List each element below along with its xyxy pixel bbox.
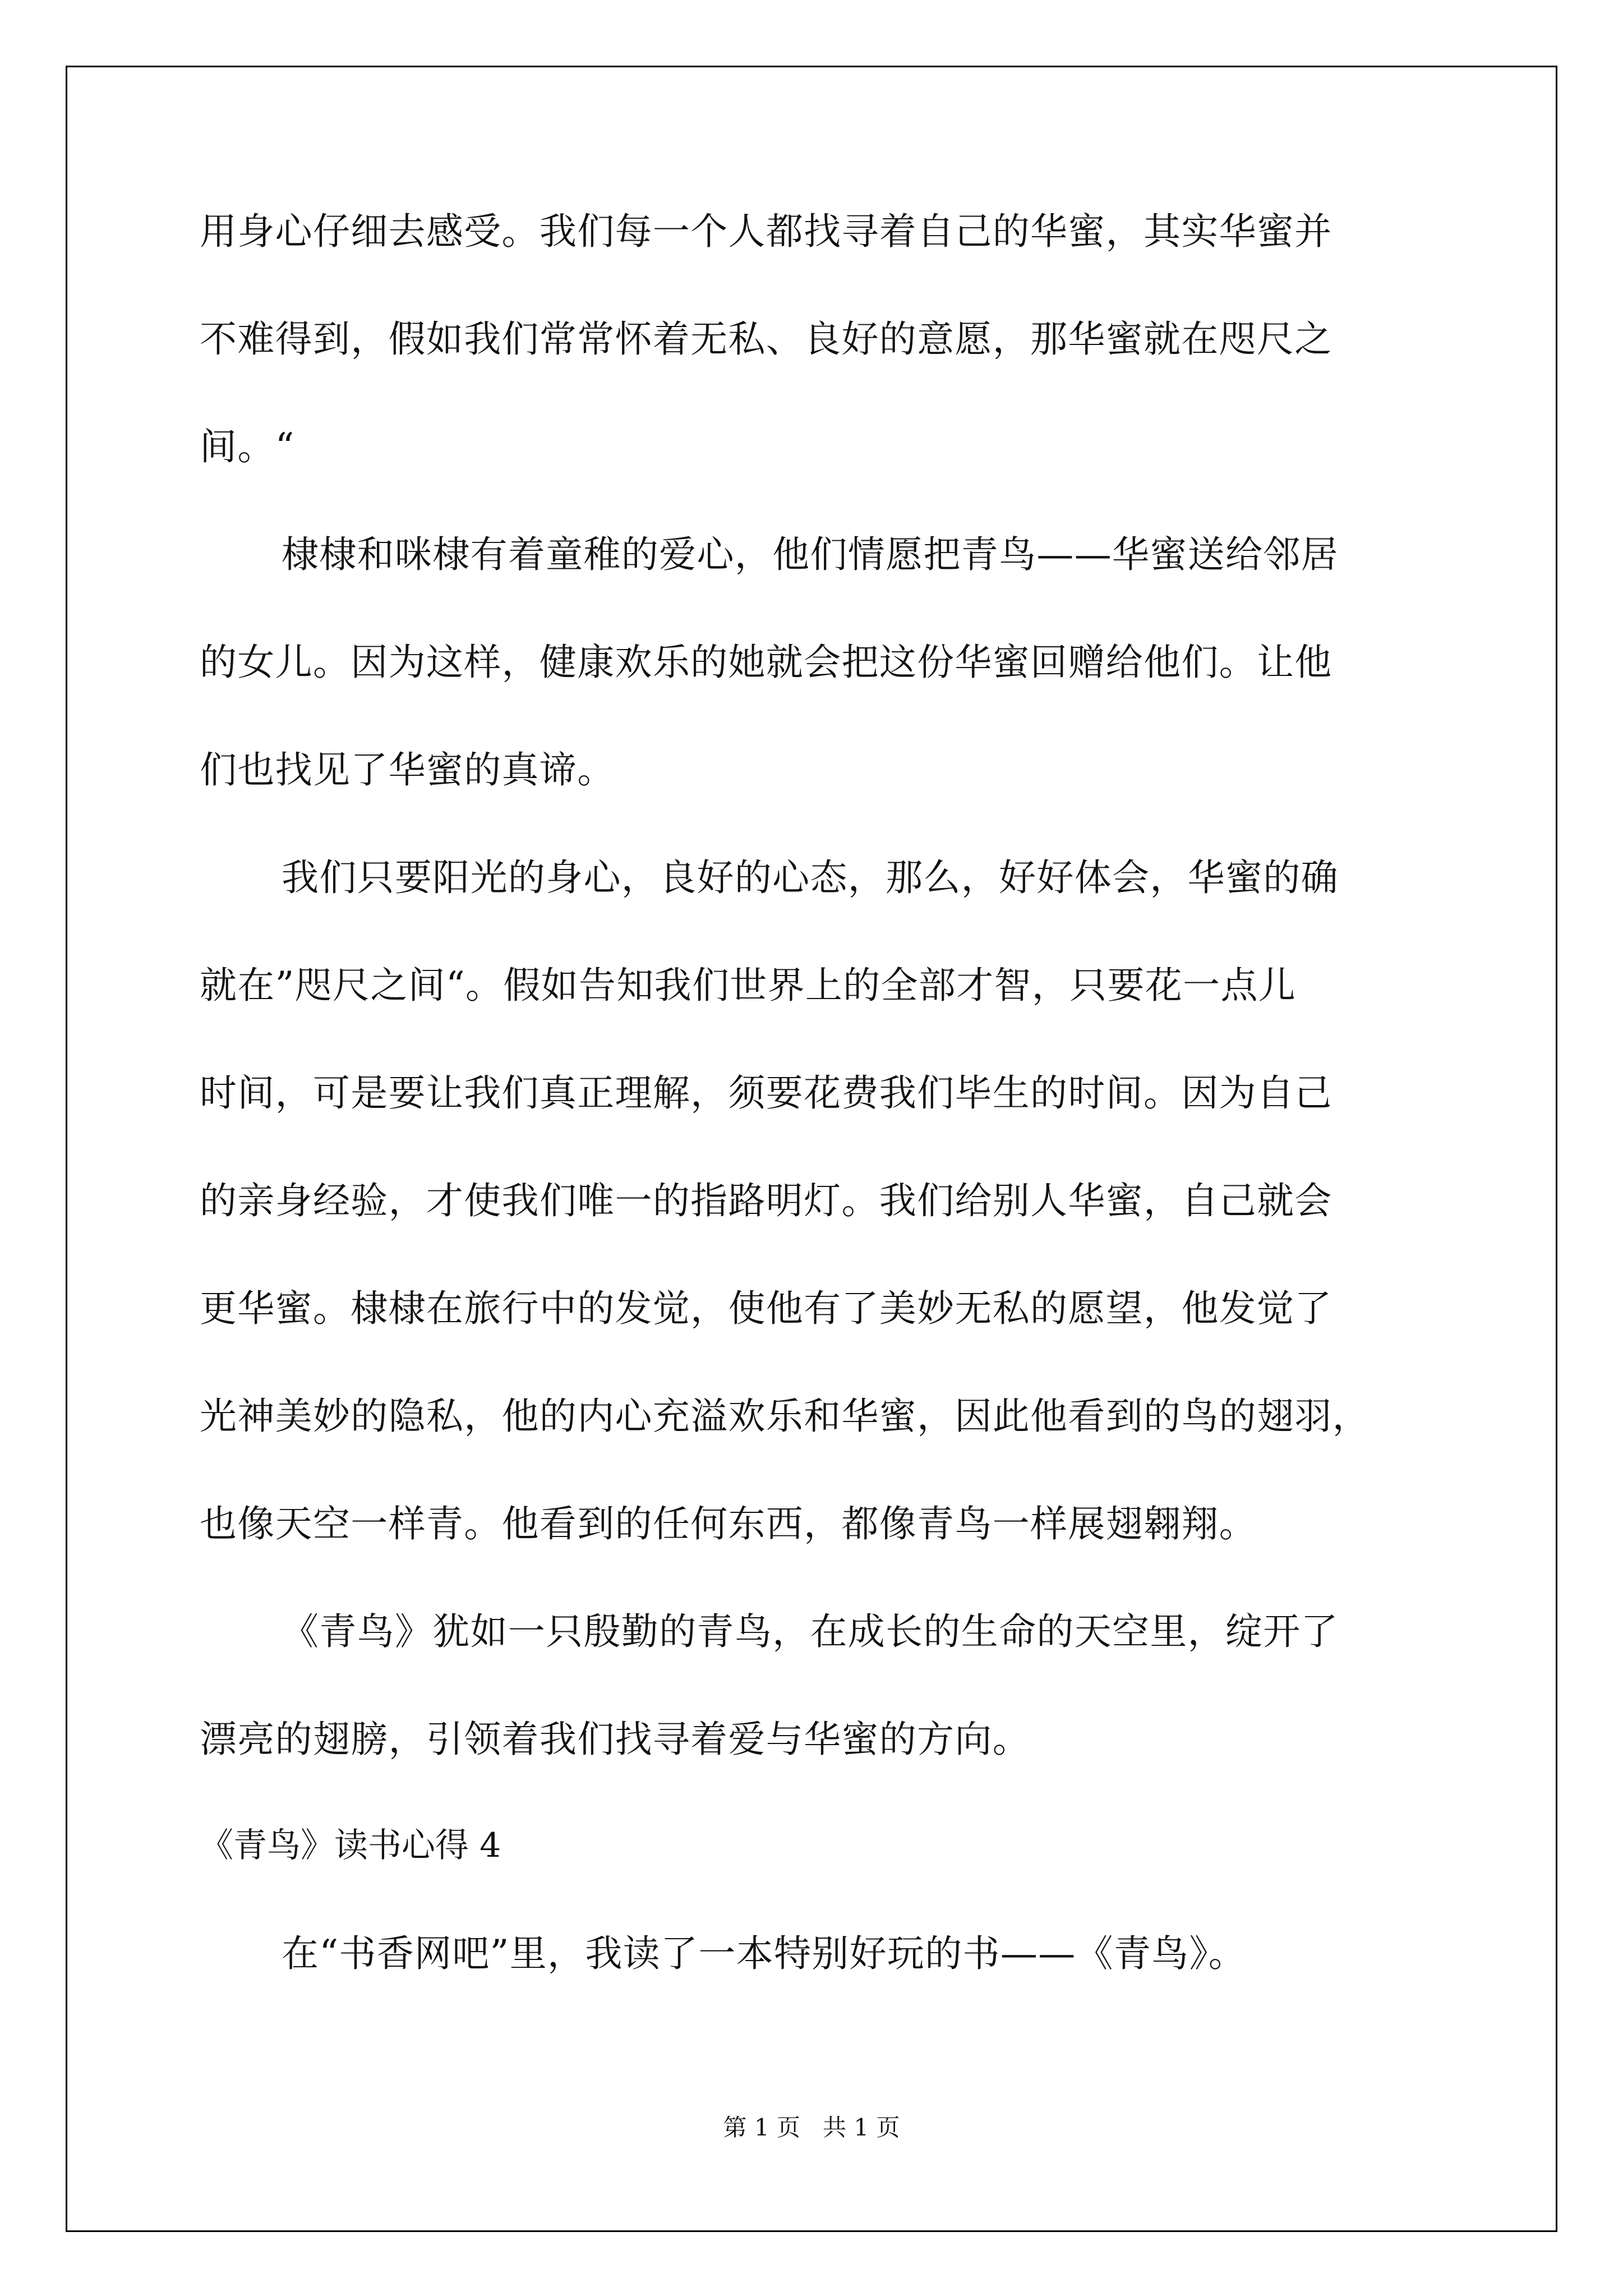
paragraph-start-line: 我们只要阳光的身心，良好的心态，那么，好好体会，华蜜的确 — [282, 856, 1339, 899]
body-line: 不难得到，假如我们常常怀着无私、良好的意愿，那华蜜就在咫尺之 — [200, 318, 1332, 361]
body-line: 们也找见了华蜜的真谛。 — [200, 748, 615, 792]
body-line: 就在”咫尺之间“。假如告知我们世界上的全部才智，只要花一点儿 — [200, 964, 1297, 1007]
body-line: 也像天空一样青。他看到的任何东西，都像青鸟一样展翅翱翔。 — [200, 1502, 1257, 1545]
body-line: 时间，可是要让我们真正理解，须要花费我们毕生的时间。因为自己 — [200, 1071, 1332, 1115]
body-line: 的亲身经验，才使我们唯一的指路明灯。我们给别人华蜜，自己就会 — [200, 1179, 1332, 1222]
body-line: 的女儿。因为这样，健康欢乐的她就会把这份华蜜回赠给他们。让他 — [200, 641, 1332, 684]
body-line: 用身心仔细去感受。我们每一个人都找寻着自己的华蜜，其实华蜜并 — [200, 210, 1332, 253]
body-line: 漂亮的翅膀，引领着我们找寻着爱与华蜜的方向。 — [200, 1718, 1031, 1761]
paragraph-start-line: 在“书香网吧”里，我读了一本特别好玩的书——《青鸟》。 — [282, 1932, 1247, 1975]
page-footer: 第 1 页 共 1 页 — [723, 2114, 900, 2141]
paragraph-start-line: 《青鸟》犹如一只殷勤的青鸟，在成长的生命的天空里，绽开了 — [282, 1610, 1339, 1653]
body-line: 光神美妙的隐私，他的内心充溢欢乐和华蜜，因此他看到的鸟的翅羽， — [200, 1395, 1370, 1438]
body-line: 间。“ — [200, 425, 295, 468]
body-line: 更华蜜。棣棣在旅行中的发觉，使他有了美妙无私的愿望，他发觉了 — [200, 1287, 1332, 1330]
paragraph-start-line: 棣棣和咪棣有着童稚的爱心，他们情愿把青鸟——华蜜送给邻居 — [282, 533, 1339, 576]
document-body — [200, 210, 1433, 2043]
section-heading: 《青鸟》读书心得 4 — [200, 1826, 501, 1865]
